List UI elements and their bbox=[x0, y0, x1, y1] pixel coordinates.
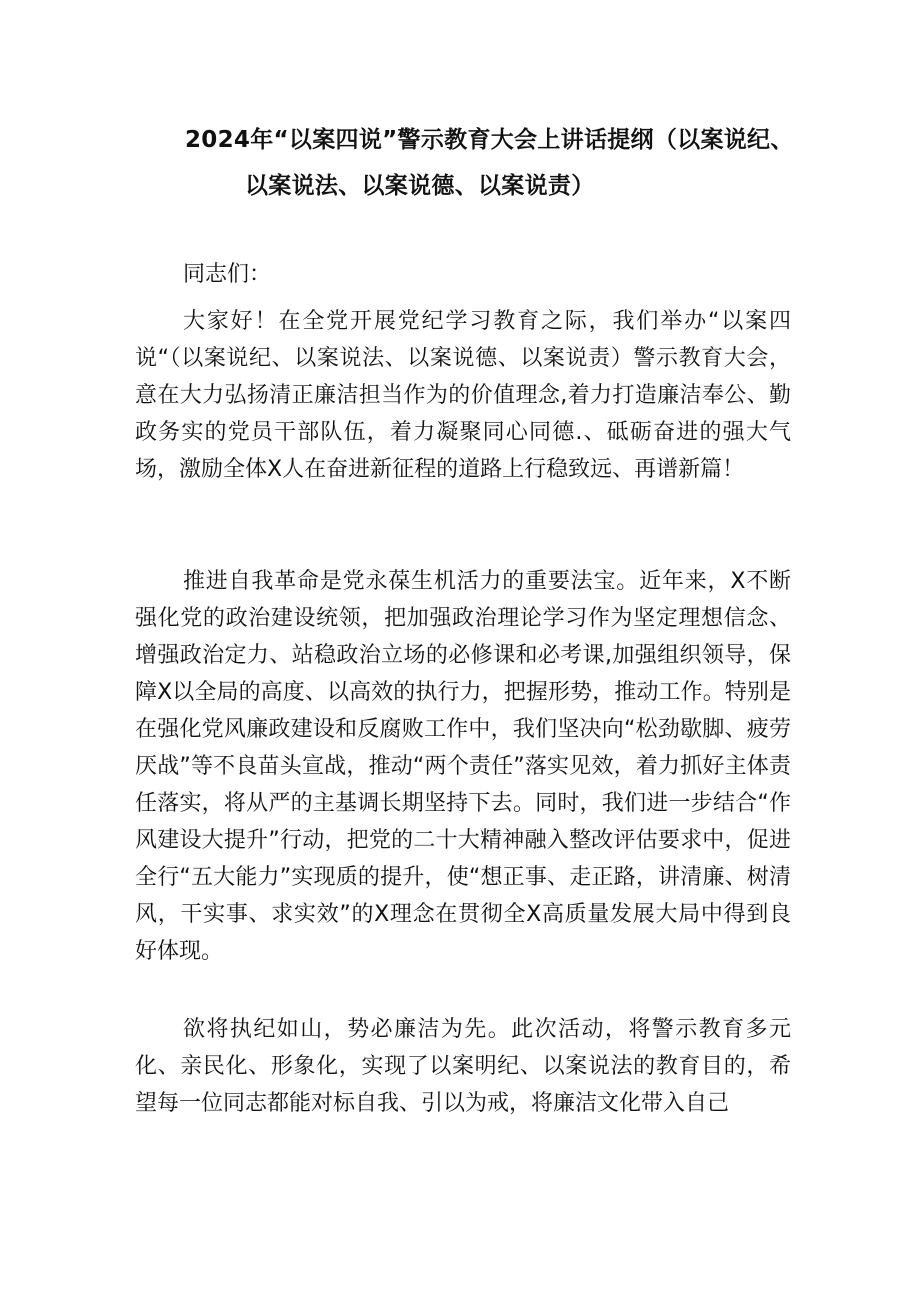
paragraph-discipline: 欲将执纪如山，势必廉洁为先。此次活动，将警示教育多元化、亲民化、形象化，实现了以案明纪、以案说法的教育目的，希望每一位同志都能对标自我、引以为戒，将廉洁文化带入自己 bbox=[135, 1017, 791, 1116]
paragraph-opening: 大家好！在全党开展党纪学习教育之际，我们举办“以案四说“（以案说纪、以案说法、以案说德、以案说责）警示教育大会，意在大力弘扬清正廉洁担当作为的价值理念,着力打造廉洁奉公、勤政务实的党员干部队伍，着力凝聚同心同德.、砥砺奋进的强大气场，激励全体X人在奋进新征程的道路上行稳致远、再谱新篇！ bbox=[135, 309, 791, 482]
paragraph-self-revolution: 推进自我革命是党永葆生机活力的重要法宝。近年来，X不断强化党的政治建设统领，把加强政治理论学习作为坚定理想信念、增强政治定力、站稳政治立场的必修课和必考课,加强组织领导，保障X以全局的高度、以高效的执行力，把握形势，推动工作。特别是在强化党风廉政建设和反腐败工作中，我们坚决向“松劲歇脚、疲劳厌战”等不良苗头宣战，推动“两个责任”落实见效，着力抓好主体责任落实，将从严的主基调长期坚持下去。同时，我们进一步结合“作风建设大提升”行动，把党的二十大精神融入整改评估要求中，促进全行“五大能力”实现质的提升，使“想正事、走正路，讲清廉、树清风，干实事、求实效”的X理念在贯彻全X高质量发展大局中得到良好体现。 bbox=[135, 569, 791, 964]
document-title-line-2: 以案说法、以案说德、以案说责） bbox=[245, 173, 595, 199]
greeting: 同志们： bbox=[183, 262, 272, 287]
document-title-line-1: 2024年“以案四说”警示教育大会上讲话提纲（以案说纪、 bbox=[185, 127, 794, 153]
